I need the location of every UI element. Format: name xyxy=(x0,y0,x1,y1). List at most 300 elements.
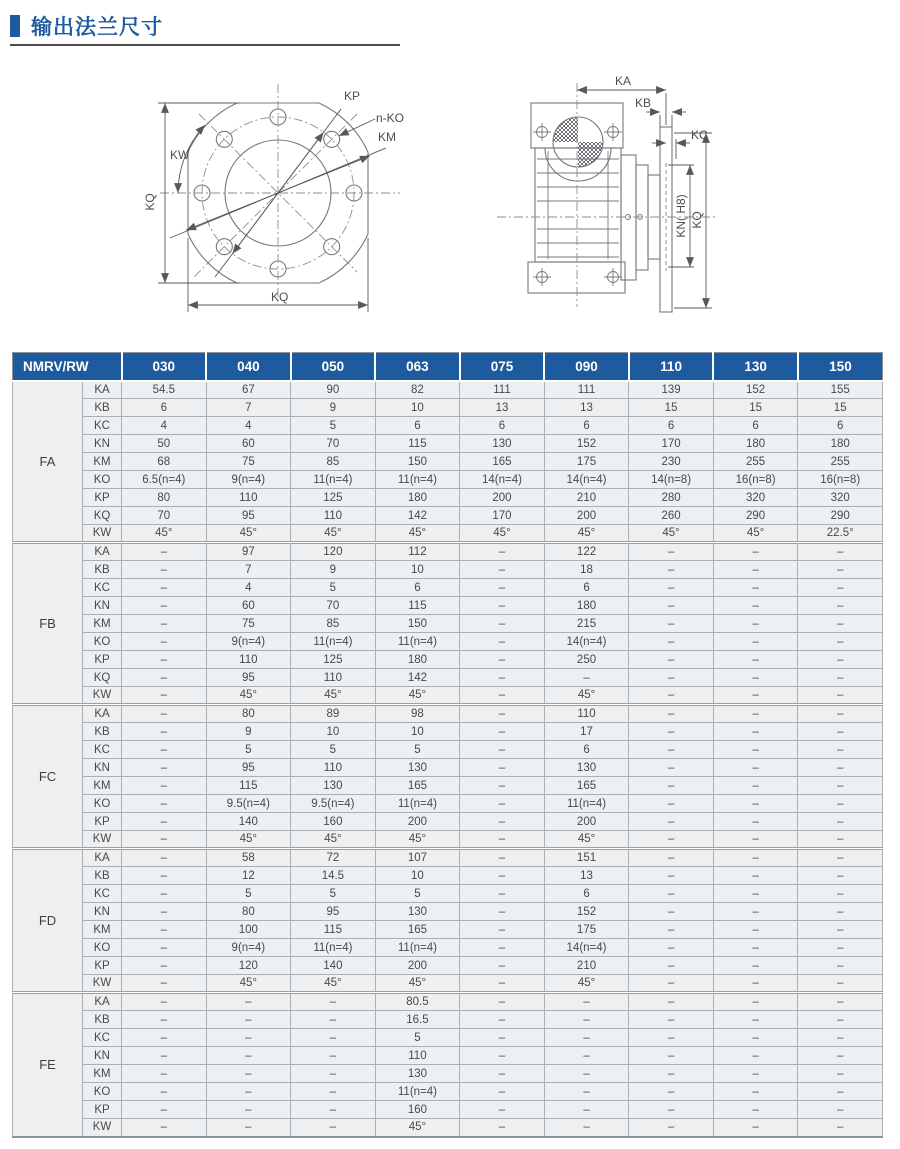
value-cell: – xyxy=(629,705,714,723)
value-cell: – xyxy=(629,759,714,777)
value-cell: 110 xyxy=(291,669,376,687)
dim-label-kq-side: KQ xyxy=(690,211,704,229)
value-cell: – xyxy=(713,543,798,561)
value-cell: 45° xyxy=(206,687,291,705)
value-cell: – xyxy=(206,1065,291,1083)
value-cell: 22.5° xyxy=(798,525,883,543)
value-cell: – xyxy=(713,651,798,669)
value-cell: 68 xyxy=(122,453,207,471)
group-fc xyxy=(13,705,883,849)
value-cell: – xyxy=(713,885,798,903)
value-cell: 120 xyxy=(291,543,376,561)
value-cell: – xyxy=(122,993,207,1011)
value-cell: 45° xyxy=(375,687,460,705)
value-cell: – xyxy=(460,579,545,597)
param-label: KW xyxy=(83,525,122,543)
value-cell: – xyxy=(122,903,207,921)
value-cell: 16(n=8) xyxy=(713,471,798,489)
value-cell: – xyxy=(460,885,545,903)
value-cell: – xyxy=(460,975,545,993)
value-cell: 170 xyxy=(460,507,545,525)
table-row xyxy=(13,741,883,759)
value-cell: – xyxy=(713,1011,798,1029)
param-label: KC xyxy=(83,417,122,435)
value-cell: – xyxy=(544,1047,629,1065)
value-cell: – xyxy=(798,993,883,1011)
value-cell: 7 xyxy=(206,561,291,579)
group-label: FE xyxy=(13,993,83,1137)
value-cell: 11(n=4) xyxy=(291,939,376,957)
value-cell: 152 xyxy=(713,381,798,399)
value-cell: – xyxy=(798,975,883,993)
value-cell: – xyxy=(629,615,714,633)
param-label: KO xyxy=(83,633,122,651)
param-label: KM xyxy=(83,777,122,795)
value-cell: 4 xyxy=(206,417,291,435)
value-cell: – xyxy=(206,993,291,1011)
value-cell: – xyxy=(713,831,798,849)
value-cell: – xyxy=(798,687,883,705)
value-cell: – xyxy=(713,921,798,939)
value-cell: – xyxy=(713,633,798,651)
value-cell: 180 xyxy=(375,489,460,507)
param-label: KO xyxy=(83,795,122,813)
value-cell: 5 xyxy=(375,741,460,759)
value-cell: – xyxy=(460,1065,545,1083)
value-cell: – xyxy=(713,795,798,813)
value-cell: 9.5(n=4) xyxy=(291,795,376,813)
dim-label-kw: KW xyxy=(170,148,190,162)
value-cell: 10 xyxy=(375,399,460,417)
flange-table xyxy=(12,352,883,1138)
value-cell: – xyxy=(798,705,883,723)
value-cell: – xyxy=(798,1119,883,1137)
param-label: KQ xyxy=(83,669,122,687)
param-label: KM xyxy=(83,453,122,471)
value-cell: – xyxy=(122,885,207,903)
value-cell: 110 xyxy=(206,489,291,507)
value-cell: 200 xyxy=(375,813,460,831)
param-label: KN xyxy=(83,1047,122,1065)
value-cell: 180 xyxy=(713,435,798,453)
table-row xyxy=(13,831,883,849)
value-cell: 110 xyxy=(291,507,376,525)
value-cell: – xyxy=(713,1029,798,1047)
value-cell: – xyxy=(122,831,207,849)
value-cell: – xyxy=(122,1047,207,1065)
value-cell: – xyxy=(122,651,207,669)
value-cell: 10 xyxy=(375,561,460,579)
value-cell: 6 xyxy=(798,417,883,435)
value-cell: 45° xyxy=(544,831,629,849)
value-cell: 11(n=4) xyxy=(375,1083,460,1101)
size-header: 030 xyxy=(122,353,207,381)
value-cell: – xyxy=(206,1047,291,1065)
param-label: KP xyxy=(83,1101,122,1119)
value-cell: 80 xyxy=(206,903,291,921)
size-header: 063 xyxy=(375,353,460,381)
value-cell: – xyxy=(291,1101,376,1119)
value-cell: 6.5(n=4) xyxy=(122,471,207,489)
value-cell: – xyxy=(291,1047,376,1065)
value-cell: – xyxy=(798,1047,883,1065)
value-cell: 85 xyxy=(291,615,376,633)
value-cell: 150 xyxy=(375,453,460,471)
value-cell: 280 xyxy=(629,489,714,507)
value-cell: – xyxy=(629,687,714,705)
value-cell: 45° xyxy=(206,831,291,849)
size-header: 040 xyxy=(206,353,291,381)
value-cell: 13 xyxy=(460,399,545,417)
value-cell: – xyxy=(629,1119,714,1137)
value-cell: 10 xyxy=(291,723,376,741)
value-cell: 200 xyxy=(544,813,629,831)
value-cell: 140 xyxy=(206,813,291,831)
value-cell: 200 xyxy=(460,489,545,507)
value-cell: 45° xyxy=(629,525,714,543)
table-row xyxy=(13,975,883,993)
value-cell: – xyxy=(629,849,714,867)
param-label: KW xyxy=(83,975,122,993)
value-cell: – xyxy=(798,651,883,669)
value-cell: – xyxy=(629,939,714,957)
value-cell: 6 xyxy=(122,399,207,417)
table-row xyxy=(13,417,883,435)
value-cell: 170 xyxy=(629,435,714,453)
value-cell: – xyxy=(544,1029,629,1047)
table-row xyxy=(13,435,883,453)
value-cell: 200 xyxy=(544,507,629,525)
param-label: KM xyxy=(83,615,122,633)
value-cell: 5 xyxy=(375,885,460,903)
param-label: KB xyxy=(83,399,122,417)
dim-label-kn-h8: KN( H8) xyxy=(674,194,688,238)
value-cell: 45° xyxy=(544,525,629,543)
dim-label-kp: KP xyxy=(344,89,361,103)
value-cell: – xyxy=(713,597,798,615)
table-head xyxy=(13,353,883,381)
value-cell: – xyxy=(629,1011,714,1029)
value-cell: – xyxy=(798,597,883,615)
value-cell: – xyxy=(798,1101,883,1119)
value-cell: 11(n=4) xyxy=(544,795,629,813)
value-cell: – xyxy=(629,921,714,939)
value-cell: 180 xyxy=(798,435,883,453)
value-cell: 14(n=4) xyxy=(544,939,629,957)
param-label: KB xyxy=(83,561,122,579)
value-cell: 13 xyxy=(544,399,629,417)
value-cell: 115 xyxy=(375,435,460,453)
value-cell: 45° xyxy=(206,525,291,543)
table-row xyxy=(13,957,883,975)
value-cell: – xyxy=(798,1029,883,1047)
value-cell: – xyxy=(460,543,545,561)
value-cell: 95 xyxy=(206,669,291,687)
value-cell: 12 xyxy=(206,867,291,885)
param-label: KO xyxy=(83,939,122,957)
value-cell: – xyxy=(460,1047,545,1065)
value-cell: – xyxy=(798,1065,883,1083)
value-cell: – xyxy=(713,1065,798,1083)
value-cell: 15 xyxy=(713,399,798,417)
value-cell: 89 xyxy=(291,705,376,723)
value-cell: – xyxy=(291,1119,376,1137)
table-row xyxy=(13,993,883,1011)
value-cell: – xyxy=(291,1029,376,1047)
table-row xyxy=(13,381,883,399)
group-label: FC xyxy=(13,705,83,849)
table-row xyxy=(13,939,883,957)
value-cell: – xyxy=(798,579,883,597)
value-cell: – xyxy=(798,723,883,741)
value-cell: 112 xyxy=(375,543,460,561)
value-cell: 5 xyxy=(375,1029,460,1047)
value-cell: 210 xyxy=(544,489,629,507)
value-cell: 175 xyxy=(544,453,629,471)
header-row xyxy=(13,353,883,381)
group-fd xyxy=(13,849,883,993)
value-cell: 95 xyxy=(206,507,291,525)
param-label: KP xyxy=(83,489,122,507)
value-cell: 6 xyxy=(544,579,629,597)
value-cell: – xyxy=(544,1083,629,1101)
value-cell: – xyxy=(460,615,545,633)
value-cell: – xyxy=(460,633,545,651)
value-cell: 175 xyxy=(544,921,629,939)
group-label: FA xyxy=(13,381,83,543)
value-cell: – xyxy=(629,669,714,687)
value-cell: – xyxy=(713,1119,798,1137)
table-row xyxy=(13,543,883,561)
value-cell: 13 xyxy=(544,867,629,885)
value-cell: 151 xyxy=(544,849,629,867)
value-cell: – xyxy=(713,993,798,1011)
value-cell: 11(n=4) xyxy=(375,471,460,489)
value-cell: – xyxy=(629,885,714,903)
value-cell: 165 xyxy=(375,921,460,939)
value-cell: 130 xyxy=(291,777,376,795)
value-cell: 11(n=4) xyxy=(291,633,376,651)
value-cell: – xyxy=(122,759,207,777)
value-cell: – xyxy=(629,1047,714,1065)
value-cell: – xyxy=(460,741,545,759)
value-cell: – xyxy=(629,597,714,615)
size-header: 075 xyxy=(460,353,545,381)
value-cell: – xyxy=(460,705,545,723)
value-cell: 290 xyxy=(798,507,883,525)
value-cell: – xyxy=(713,615,798,633)
value-cell: – xyxy=(122,813,207,831)
value-cell: – xyxy=(798,777,883,795)
table-row xyxy=(13,1119,883,1137)
value-cell: – xyxy=(713,687,798,705)
value-cell: 6 xyxy=(375,579,460,597)
value-cell: – xyxy=(460,597,545,615)
value-cell: 210 xyxy=(544,957,629,975)
dim-label-kq-horizontal: KQ xyxy=(271,290,289,304)
value-cell: 5 xyxy=(206,885,291,903)
value-cell: – xyxy=(460,723,545,741)
group-label: FD xyxy=(13,849,83,993)
value-cell: – xyxy=(713,759,798,777)
value-cell: – xyxy=(713,777,798,795)
page-title: 输出法兰尺寸 xyxy=(31,16,163,39)
value-cell: 160 xyxy=(291,813,376,831)
param-label: KA xyxy=(83,705,122,723)
value-cell: – xyxy=(122,921,207,939)
value-cell: – xyxy=(544,1119,629,1137)
table-row xyxy=(13,579,883,597)
value-cell: 152 xyxy=(544,903,629,921)
value-cell: – xyxy=(122,597,207,615)
value-cell: – xyxy=(122,975,207,993)
value-cell: – xyxy=(460,831,545,849)
title-bullet-icon xyxy=(10,15,20,37)
value-cell: – xyxy=(206,1119,291,1137)
value-cell: 15 xyxy=(798,399,883,417)
dim-label-kq-vertical: KQ xyxy=(143,193,157,211)
param-label: KN xyxy=(83,435,122,453)
table-row xyxy=(13,1065,883,1083)
param-label: KO xyxy=(83,471,122,489)
value-cell: – xyxy=(291,993,376,1011)
value-cell: 9 xyxy=(291,399,376,417)
value-cell: – xyxy=(798,813,883,831)
size-header: 150 xyxy=(798,353,883,381)
value-cell: – xyxy=(713,1047,798,1065)
value-cell: – xyxy=(122,1065,207,1083)
value-cell: 75 xyxy=(206,453,291,471)
value-cell: 11(n=4) xyxy=(375,795,460,813)
value-cell: 200 xyxy=(375,957,460,975)
param-label: KB xyxy=(83,867,122,885)
value-cell: – xyxy=(713,867,798,885)
value-cell: 5 xyxy=(291,417,376,435)
value-cell: – xyxy=(713,705,798,723)
value-cell: – xyxy=(713,1101,798,1119)
value-cell: 9(n=4) xyxy=(206,939,291,957)
value-cell: 180 xyxy=(544,597,629,615)
value-cell: 115 xyxy=(206,777,291,795)
value-cell: – xyxy=(206,1101,291,1119)
value-cell: – xyxy=(798,633,883,651)
value-cell: 14(n=4) xyxy=(544,471,629,489)
value-cell: – xyxy=(206,1083,291,1101)
value-cell: 130 xyxy=(544,759,629,777)
value-cell: – xyxy=(122,957,207,975)
value-cell: – xyxy=(629,1029,714,1047)
group-fe xyxy=(13,993,883,1137)
dim-label-km: KM xyxy=(378,130,396,144)
value-cell: – xyxy=(460,813,545,831)
table-row xyxy=(13,921,883,939)
value-cell: – xyxy=(122,561,207,579)
value-cell: – xyxy=(629,831,714,849)
value-cell: – xyxy=(460,1101,545,1119)
value-cell: 97 xyxy=(206,543,291,561)
value-cell: – xyxy=(713,1083,798,1101)
param-label: KN xyxy=(83,597,122,615)
value-cell: 142 xyxy=(375,669,460,687)
value-cell: 14(n=4) xyxy=(460,471,545,489)
value-cell: 230 xyxy=(629,453,714,471)
value-cell: – xyxy=(629,741,714,759)
value-cell: – xyxy=(122,1029,207,1047)
flange-front-view-diagram xyxy=(140,62,450,324)
table-row xyxy=(13,597,883,615)
value-cell: – xyxy=(460,1029,545,1047)
value-cell: – xyxy=(798,759,883,777)
value-cell: 5 xyxy=(291,741,376,759)
gearbox-side-view-diagram xyxy=(485,55,730,337)
value-cell: – xyxy=(460,1011,545,1029)
value-cell: 80 xyxy=(122,489,207,507)
value-cell: – xyxy=(122,705,207,723)
section-header xyxy=(10,11,163,41)
value-cell: 11(n=4) xyxy=(375,939,460,957)
param-label: KM xyxy=(83,921,122,939)
param-label: KB xyxy=(83,723,122,741)
value-cell: 16(n=8) xyxy=(798,471,883,489)
value-cell: 70 xyxy=(291,597,376,615)
value-cell: – xyxy=(629,975,714,993)
value-cell: – xyxy=(460,957,545,975)
param-label: KC xyxy=(83,579,122,597)
value-cell: – xyxy=(544,669,629,687)
value-cell: 6 xyxy=(629,417,714,435)
value-cell: 75 xyxy=(206,615,291,633)
value-cell: 67 xyxy=(206,381,291,399)
value-cell: 82 xyxy=(375,381,460,399)
value-cell: – xyxy=(122,795,207,813)
value-cell: 10 xyxy=(375,867,460,885)
value-cell: – xyxy=(544,1101,629,1119)
value-cell: 17 xyxy=(544,723,629,741)
table-row xyxy=(13,777,883,795)
value-cell: – xyxy=(629,1101,714,1119)
value-cell: 45° xyxy=(713,525,798,543)
table-row xyxy=(13,885,883,903)
value-cell: 80 xyxy=(206,705,291,723)
group-fa xyxy=(13,381,883,543)
value-cell: 110 xyxy=(544,705,629,723)
value-cell: – xyxy=(460,921,545,939)
value-cell: 130 xyxy=(375,759,460,777)
value-cell: 111 xyxy=(460,381,545,399)
value-cell: 45° xyxy=(206,975,291,993)
value-cell: 125 xyxy=(291,489,376,507)
value-cell: 11(n=4) xyxy=(291,471,376,489)
value-cell: 45° xyxy=(122,525,207,543)
value-cell: 90 xyxy=(291,381,376,399)
value-cell: 115 xyxy=(291,921,376,939)
value-cell: 45° xyxy=(544,687,629,705)
value-cell: 5 xyxy=(291,579,376,597)
value-cell: – xyxy=(713,903,798,921)
param-label: KA xyxy=(83,993,122,1011)
dim-label-n-ko: n-KO xyxy=(376,111,405,125)
value-cell: – xyxy=(629,957,714,975)
value-cell: – xyxy=(122,939,207,957)
value-cell: 50 xyxy=(122,435,207,453)
value-cell: – xyxy=(798,831,883,849)
value-cell: 215 xyxy=(544,615,629,633)
value-cell: 142 xyxy=(375,507,460,525)
group-label: FB xyxy=(13,543,83,705)
param-label: KP xyxy=(83,957,122,975)
value-cell: – xyxy=(629,651,714,669)
value-cell: – xyxy=(713,579,798,597)
